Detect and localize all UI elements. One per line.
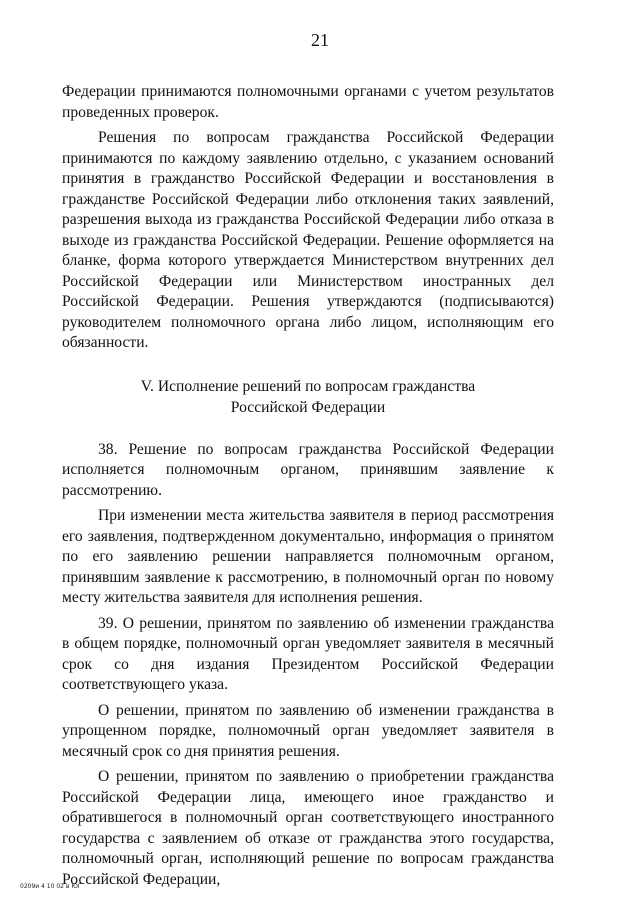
paragraph-residence-change: При изменении места жительства заявителя в период рассмотрения его заявления, подтвержденном документально, информация о принятом по его заявлению решении направляется полномочным органом, принявшим заявление к рассмотрению, в полномочный орган по новому месту жительства заявителя для исполнения решения. <box>62 507 554 606</box>
paragraph-decisions: Решения по вопросам гражданства Российской Федерации принимаются по каждому заявлению отдельно, с указанием оснований принятия в гражданство Российской Федерации и восстановления в гражданстве Российской Федерации либо отклонения таких заявлений, разрешения выхода из гражданства Российской Федерации либо отказа в выходе из гражданства Российской Федерации. Решение оформляется на бланке, форма которого утверждается Министерством внутренних дел Российской Федерации или Министерством иностранных дел Российской Федерации. Решения утверждаются (подписываются) руководителем полномочного органа либо лицом, исполняющим его обязанности. <box>62 129 554 351</box>
document-body <box>62 82 554 890</box>
paragraph-simplified-order: О решении, принятом по заявлению об изменении гражданства в упрощенном порядке, полномочный орган уведомляет заявителя в месячный срок со дня принятия решения. <box>62 701 554 760</box>
paragraph-item-38: 38. Решение по вопросам гражданства Российской Федерации исполняется полномочным органом, принявшим заявление к рассмотрению. <box>62 440 554 499</box>
section-heading-line1: V. Исполнение решений по вопросам гражданства <box>140 377 476 395</box>
section-heading-line2: Российской Федерации <box>230 398 386 416</box>
page-number: 21 <box>311 30 329 50</box>
paragraph-continuation: Федерации принимаются полномочными органами с учетом результатов проведенных проверок. <box>62 83 554 121</box>
footer-print-code: 0209и 4 10 02 в ЮГ <box>20 883 82 890</box>
section-heading <box>62 376 554 418</box>
paragraph-acquisition: О решении, принятом по заявлению о приобретении гражданства Российской Федерации лица, имеющего иное гражданство и обратившегося в полномочный орган соответствующего иностранного государства с заявлением об отказе от гражданства этого государства, полномочный орган, исполняющий решение по вопросам гражданства Российской Федерации, <box>62 768 554 888</box>
paragraph-item-39: 39. О решении, принятом по заявлению об изменении гражданства в общем порядке, полномочный орган уведомляет заявителя в месячный срок со дня издания Президентом Российской Федерации соответствующего указа. <box>62 614 554 693</box>
